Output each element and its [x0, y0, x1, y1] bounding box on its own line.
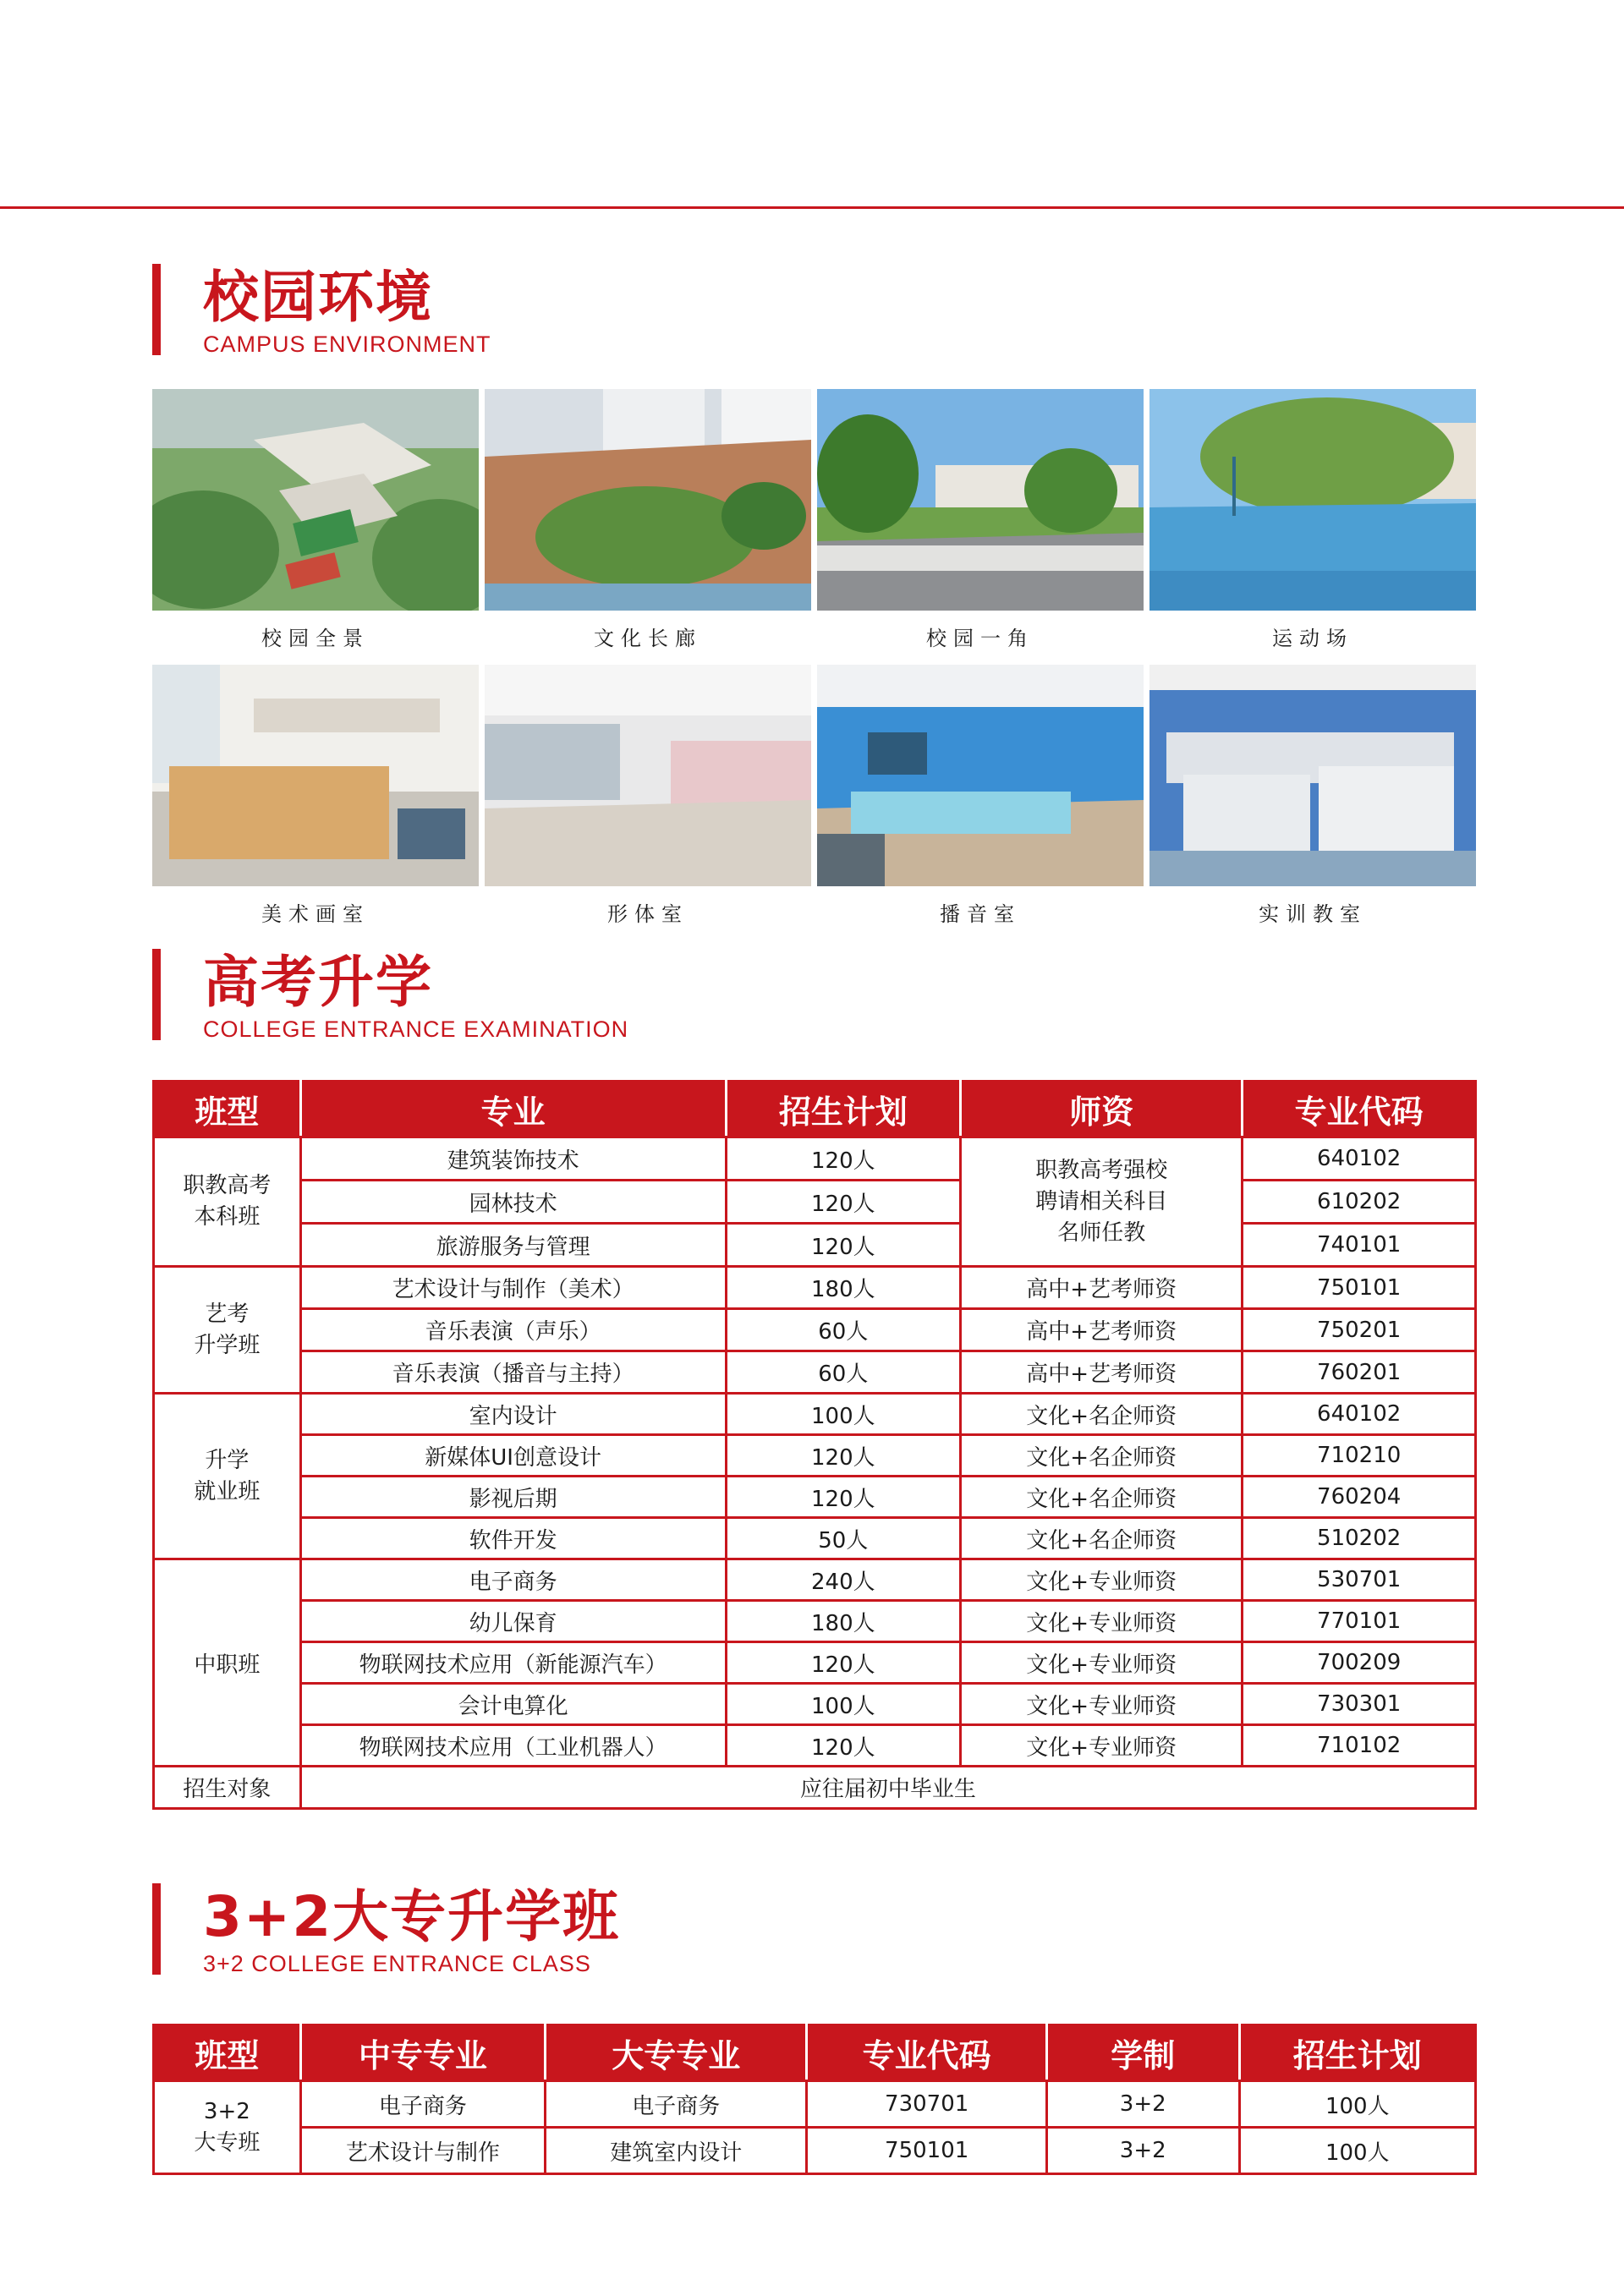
photo-card — [152, 389, 479, 650]
teacher-cell: 高中+艺考师资 — [961, 1267, 1243, 1309]
table-row — [154, 1435, 1476, 1477]
table-row — [154, 1267, 1476, 1309]
major-cell: 音乐表演（声乐） — [300, 1309, 726, 1351]
code-cell: 730301 — [1243, 1684, 1476, 1725]
table-row — [154, 1725, 1476, 1767]
code-cell: 710210 — [1243, 1435, 1476, 1477]
table-row — [154, 1394, 1476, 1435]
code-cell: 700209 — [1243, 1642, 1476, 1684]
code-cell: 710102 — [1243, 1725, 1476, 1767]
column-header: 师资 — [961, 1082, 1243, 1137]
plan-cell: 120人 — [726, 1137, 960, 1181]
sports-field-photo — [1149, 389, 1476, 611]
major-cell: 会计电算化 — [300, 1684, 726, 1725]
table-row — [154, 2081, 1476, 2128]
code-cell: 610202 — [1243, 1181, 1476, 1224]
major-cell: 园林技术 — [300, 1181, 726, 1224]
table-row — [154, 1684, 1476, 1725]
plan-cell: 50人 — [726, 1518, 960, 1559]
plan-cell: 100人 — [726, 1394, 960, 1435]
plan-cell: 120人 — [726, 1477, 960, 1518]
photo-card — [485, 389, 811, 650]
teacher-cell: 高中+艺考师资 — [961, 1309, 1243, 1351]
major-cell: 建筑装饰技术 — [300, 1137, 726, 1181]
campus-corner-photo — [817, 389, 1144, 611]
plan-cell: 120人 — [726, 1181, 960, 1224]
code-cell: 750101 — [1243, 1267, 1476, 1309]
table-header-row — [154, 1082, 1476, 1137]
plan-cell: 120人 — [726, 1224, 960, 1267]
major-cell: 幼儿保育 — [300, 1601, 726, 1642]
section-title: 校园环境 — [203, 265, 433, 330]
photo-card — [817, 389, 1144, 650]
plan-cell: 180人 — [726, 1601, 960, 1642]
broadcast-room-photo — [817, 665, 1144, 886]
major-cell: 物联网技术应用（新能源汽车） — [300, 1642, 726, 1684]
major-cell: 音乐表演（播音与主持） — [300, 1351, 726, 1394]
photo-caption: 校园一角 — [926, 627, 1034, 650]
photo-caption: 运动场 — [1272, 627, 1353, 650]
photo-card — [1149, 389, 1476, 650]
section-subtitle: COLLEGE ENTRANCE EXAMINATION — [203, 1016, 629, 1042]
column-header: 班型 — [154, 1082, 301, 1137]
system-cell: 3+2 — [1046, 2128, 1239, 2174]
plan-cell: 60人 — [726, 1351, 960, 1394]
teacher-cell: 文化+名企师资 — [961, 1394, 1243, 1435]
major-cell: 软件开发 — [300, 1518, 726, 1559]
code-cell: 730701 — [807, 2081, 1047, 2128]
section-accent-bar — [152, 1883, 161, 1975]
code-cell: 740101 — [1243, 1224, 1476, 1267]
major-cell: 旅游服务与管理 — [300, 1224, 726, 1267]
code-cell: 640102 — [1243, 1137, 1476, 1181]
class-type-cell: 职教高考 本科班 — [154, 1137, 301, 1267]
column-header: 学制 — [1046, 2025, 1239, 2081]
plan-cell: 100人 — [726, 1684, 960, 1725]
major-cell: 电子商务 — [300, 1559, 726, 1601]
section-accent-bar — [152, 264, 161, 355]
teacher-cell: 文化+名企师资 — [961, 1435, 1243, 1477]
computer-lab-photo — [1149, 665, 1476, 886]
code-cell: 640102 — [1243, 1394, 1476, 1435]
teacher-cell: 文化+专业师资 — [961, 1601, 1243, 1642]
section-accent-bar — [152, 949, 161, 1040]
column-header: 招生计划 — [726, 1082, 960, 1137]
photo-caption: 实训教室 — [1259, 902, 1367, 926]
table-row — [154, 1518, 1476, 1559]
art-studio-photo — [152, 665, 479, 886]
major-cell: 物联网技术应用（工业机器人） — [300, 1725, 726, 1767]
secondary-major-cell: 艺术设计与制作 — [300, 2128, 545, 2174]
code-cell: 750201 — [1243, 1309, 1476, 1351]
plan-cell: 180人 — [726, 1267, 960, 1309]
table-row — [154, 1601, 1476, 1642]
teacher-cell: 文化+专业师资 — [961, 1642, 1243, 1684]
section-title: 3+2大专升学班 — [203, 1884, 621, 1949]
table-row — [154, 1309, 1476, 1351]
teacher-cell: 文化+名企师资 — [961, 1518, 1243, 1559]
campus-aerial-photo — [152, 389, 479, 611]
top-divider-line — [0, 206, 1624, 209]
table-row — [154, 1181, 1476, 1224]
photo-card — [152, 665, 479, 926]
photo-caption: 播音室 — [940, 902, 1021, 926]
teacher-cell: 文化+名企师资 — [961, 1477, 1243, 1518]
column-header: 专业代码 — [807, 2025, 1047, 2081]
plan-cell: 120人 — [726, 1725, 960, 1767]
college-enrollment-table — [152, 2024, 1477, 2175]
plan-cell: 100人 — [1239, 2128, 1475, 2174]
culture-corridor-photo — [485, 389, 811, 611]
class-type-cell: 中职班 — [154, 1559, 301, 1767]
photo-caption: 校园全景 — [261, 627, 370, 650]
target-row — [154, 1767, 1476, 1809]
code-cell: 750101 — [807, 2128, 1047, 2174]
photo-card — [817, 665, 1144, 926]
column-header: 专业 — [300, 1082, 726, 1137]
plan-cell: 240人 — [726, 1559, 960, 1601]
class-type-cell: 升学 就业班 — [154, 1394, 301, 1559]
dance-room-photo — [485, 665, 811, 886]
teacher-cell: 高中+艺考师资 — [961, 1351, 1243, 1394]
column-header: 大专专业 — [546, 2025, 807, 2081]
teacher-cell: 文化+专业师资 — [961, 1725, 1243, 1767]
class-type-cell: 3+2 大专班 — [154, 2081, 301, 2174]
code-cell: 510202 — [1243, 1518, 1476, 1559]
table-header-row — [154, 2025, 1476, 2081]
code-cell: 530701 — [1243, 1559, 1476, 1601]
column-header: 班型 — [154, 2025, 301, 2081]
code-cell: 760204 — [1243, 1477, 1476, 1518]
class-type-cell: 艺考 升学班 — [154, 1267, 301, 1394]
section-title: 高考升学 — [203, 950, 433, 1015]
plan-cell: 120人 — [726, 1435, 960, 1477]
system-cell: 3+2 — [1046, 2081, 1239, 2128]
target-value-cell: 应往届初中毕业生 — [300, 1767, 1475, 1809]
table-row — [154, 1351, 1476, 1394]
section-subtitle: 3+2 COLLEGE ENTRANCE CLASS — [203, 1951, 591, 1976]
plan-cell: 100人 — [1239, 2081, 1475, 2128]
table-row — [154, 1559, 1476, 1601]
column-header: 招生计划 — [1239, 2025, 1475, 2081]
column-header: 专业代码 — [1243, 1082, 1476, 1137]
teacher-cell: 文化+专业师资 — [961, 1559, 1243, 1601]
plan-cell: 120人 — [726, 1642, 960, 1684]
college-major-cell: 电子商务 — [546, 2081, 807, 2128]
target-label-cell: 招生对象 — [154, 1767, 301, 1809]
plan-cell: 60人 — [726, 1309, 960, 1351]
table-row — [154, 1224, 1476, 1267]
code-cell: 760201 — [1243, 1351, 1476, 1394]
major-cell: 新媒体UI创意设计 — [300, 1435, 726, 1477]
section-subtitle: CAMPUS ENVIRONMENT — [203, 332, 491, 357]
photo-caption: 美术画室 — [261, 902, 370, 926]
exam-enrollment-table — [152, 1080, 1477, 1810]
photo-card — [485, 665, 811, 926]
table-row — [154, 2128, 1476, 2174]
major-cell: 艺术设计与制作（美术） — [300, 1267, 726, 1309]
table-row — [154, 1137, 1476, 1181]
table-row — [154, 1477, 1476, 1518]
teacher-cell: 文化+专业师资 — [961, 1684, 1243, 1725]
photo-caption: 文化长廊 — [594, 627, 702, 650]
major-cell: 室内设计 — [300, 1394, 726, 1435]
photo-card — [1149, 665, 1476, 926]
table-row — [154, 1642, 1476, 1684]
secondary-major-cell: 电子商务 — [300, 2081, 545, 2128]
code-cell: 770101 — [1243, 1601, 1476, 1642]
college-major-cell: 建筑室内设计 — [546, 2128, 807, 2174]
teachers-cell: 职教高考强校 聘请相关科目 名师任教 — [961, 1137, 1243, 1267]
photo-caption: 形体室 — [607, 902, 689, 926]
column-header: 中专专业 — [300, 2025, 545, 2081]
major-cell: 影视后期 — [300, 1477, 726, 1518]
